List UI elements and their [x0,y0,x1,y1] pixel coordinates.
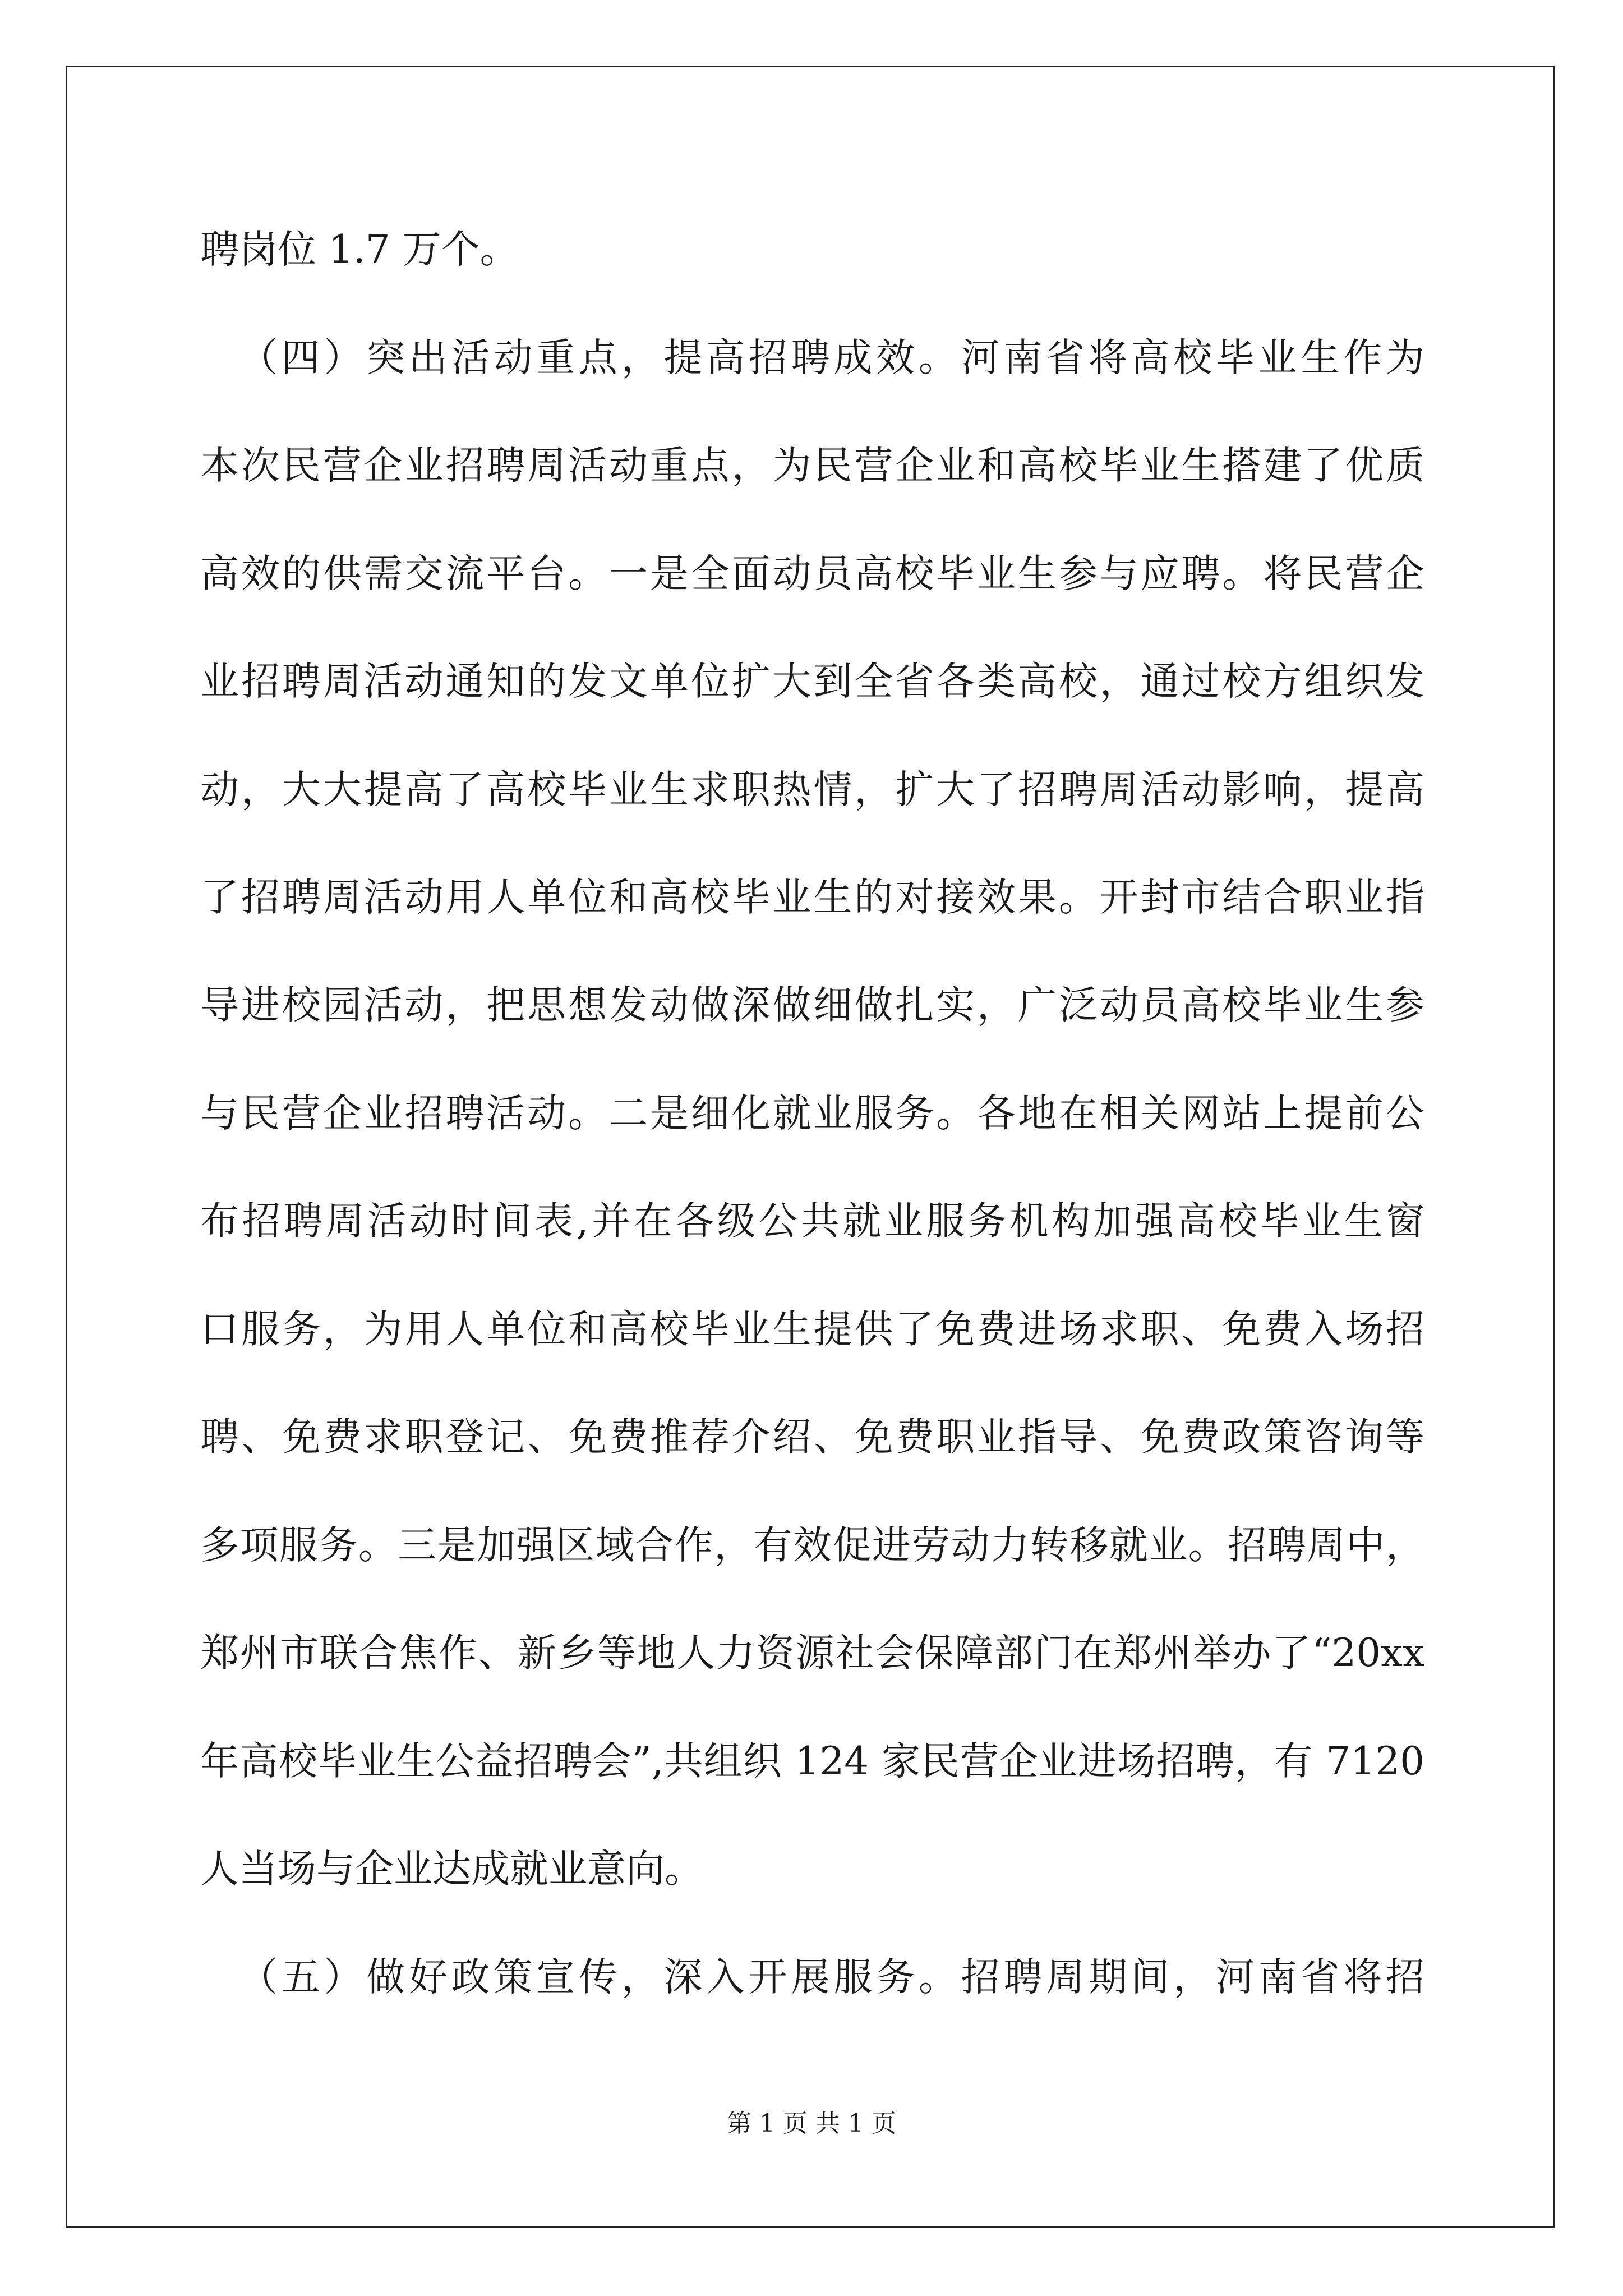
page-border [66,66,1555,2228]
body-text-line-8: 导进校园活动，把思想发动做深做细做扎实，广泛动员高校毕业生参 [200,983,1424,1028]
body-text-line-7: 了招聘周活动用人单位和高校毕业生的对接效果。开封市结合职业指 [200,875,1424,920]
body-text-line-15: 年高校毕业生公益招聘会”,共组织 124 家民营企业进场招聘，有 7120 [200,1739,1424,1784]
body-text-line-1: 聘岗位 1.7 万个。 [200,227,519,272]
body-text-line-14: 郑州市联合焦作、新乡等地人力资源社会保障部门在郑州举办了“20xx [200,1631,1424,1676]
paragraph-four-first-line: （四）突出活动重点，提高招聘成效。河南省将高校毕业生作为 [239,335,1424,380]
body-text-line-10: 布招聘周活动时间表,并在各级公共就业服务机构加强高校毕业生窗 [200,1199,1424,1244]
body-text-line-6: 动，大大提高了高校毕业生求职热情，扩大了招聘周活动影响，提高 [200,767,1424,812]
body-text-line-3: 本次民营企业招聘周活动重点，为民营企业和高校毕业生搭建了优质 [200,443,1424,488]
body-text-line-9: 与民营企业招聘活动。二是细化就业服务。各地在相关网站上提前公 [200,1091,1424,1136]
body-text-line-12: 聘、免费求职登记、免费推荐介绍、免费职业指导、免费政策咨询等 [200,1415,1424,1460]
body-text-line-16: 人当场与企业达成就业意向。 [200,1847,703,1892]
body-text-line-5: 业招聘周活动通知的发文单位扩大到全省各类高校，通过校方组织发 [200,659,1424,704]
body-text-line-11: 口服务，为用人单位和高校毕业生提供了免费进场求职、免费入场招 [200,1307,1424,1352]
page-number-footer: 第 1 页 共 1 页 [727,2109,896,2138]
body-text-line-13: 多项服务。三是加强区域合作，有效促进劳动力转移就业。招聘周中， [200,1523,1424,1568]
paragraph-five-first-line: （五）做好政策宣传，深入开展服务。招聘周期间，河南省将招 [239,1955,1424,2000]
body-text-line-4: 高效的供需交流平台。一是全面动员高校毕业生参与应聘。将民营企 [200,551,1424,596]
